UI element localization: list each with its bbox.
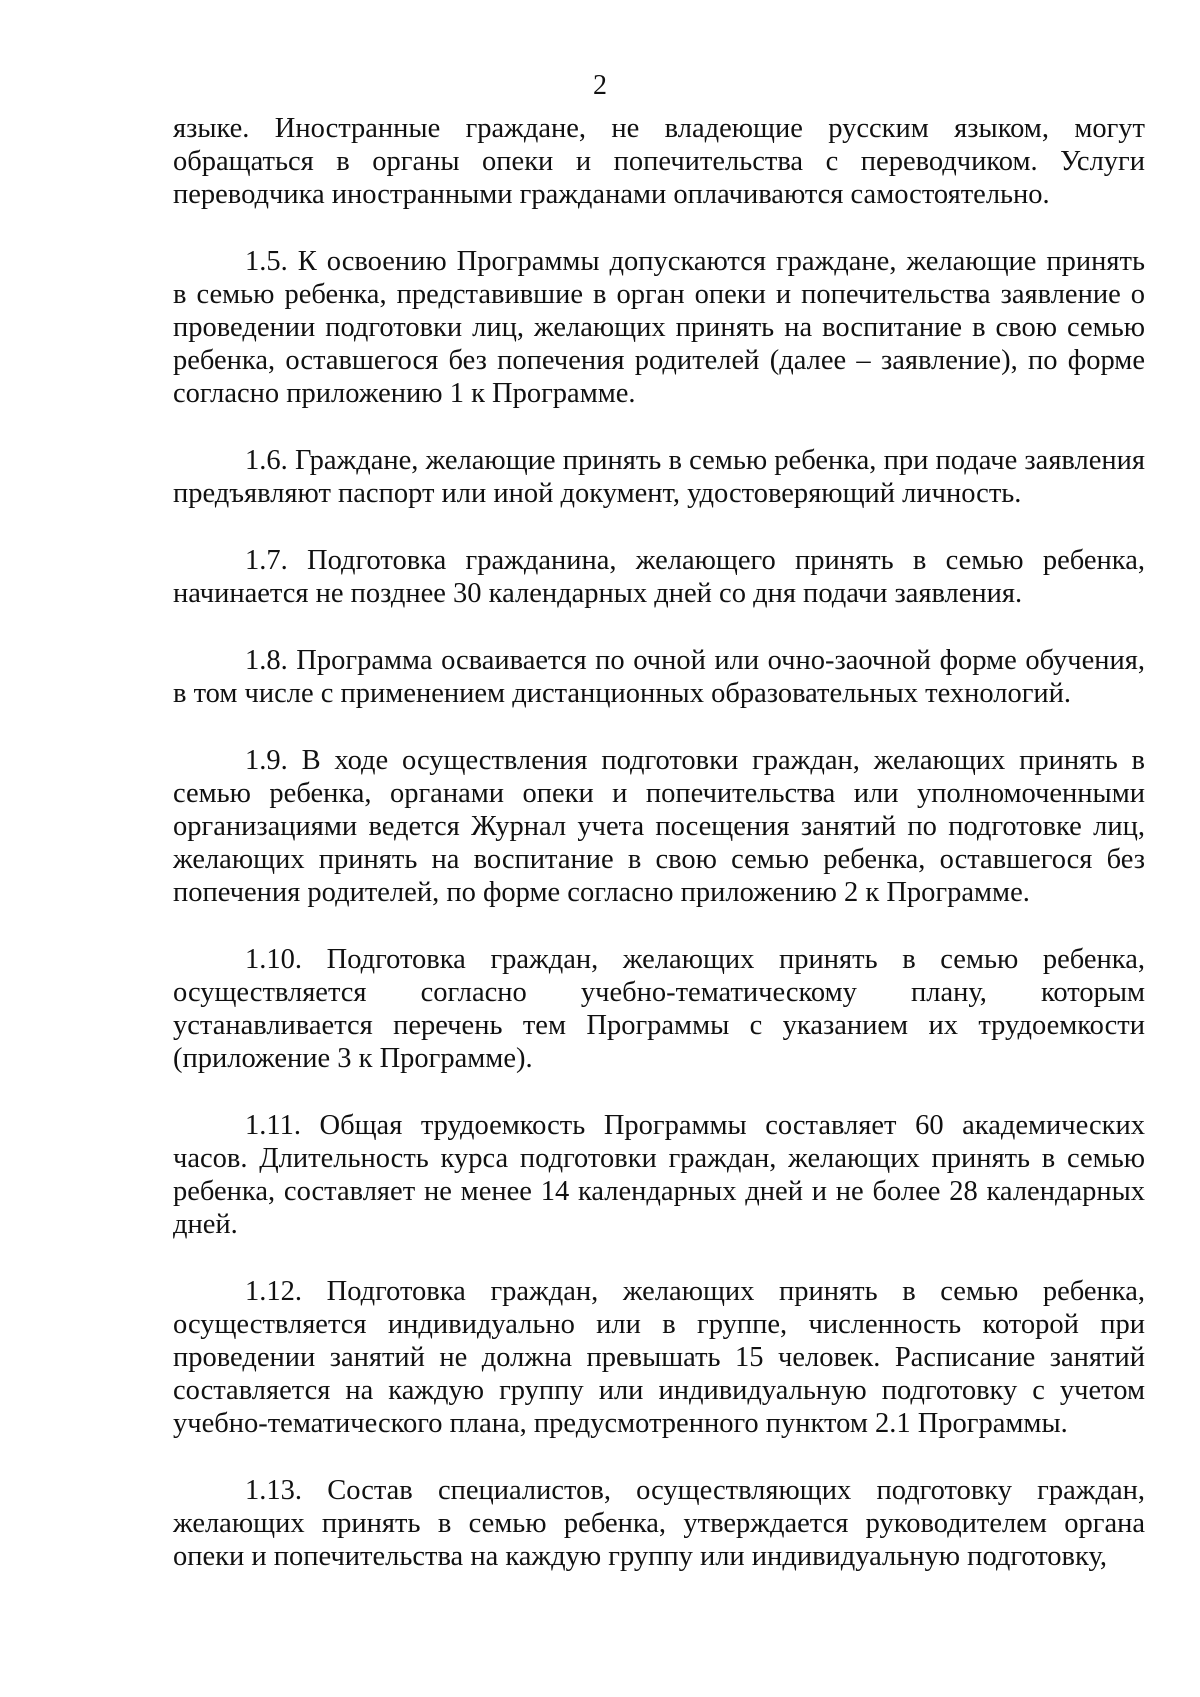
paragraph-1-11: 1.11. Общая трудоемкость Программы составляет 60 академических часов. Длительность курса подготовки граждан, желающих принять в семью ребенка, составляет не менее 14 календарных дней и не более 28 календарных дней.: [173, 1110, 1145, 1240]
paragraph-1-8: 1.8. Программа осваивается по очной или очно-заочной форме обучения, в том числе с применением дистанционных образовательных технологий.: [173, 645, 1145, 709]
paragraph-1-6: 1.6. Граждане, желающие принять в семью ребенка, при подаче заявления предъявляют паспорт или иной документ, удостоверяющий личность.: [173, 445, 1145, 509]
paragraph-continuation: языке. Иностранные граждане, не владеющие русским языком, могут обращаться в органы опеки и попечительства с переводчиком. Услуги переводчика иностранными гражданами оплачиваются самостоятельно.: [173, 113, 1145, 210]
paragraph-1-7: 1.7. Подготовка гражданина, желающего принять в семью ребенка, начинается не позднее 30 календарных дней со дня подачи заявления.: [173, 545, 1145, 609]
paragraph-1-5: 1.5. К освоению Программы допускаются граждане, желающие принять в семью ребенка, представившие в орган опеки и попечительства заявление о проведении подготовки лиц, желающих принять на воспитание в свою семью ребенка, оставшегося без попечения родителей (далее – заявление), по форме согласно приложению 1 к Программе.: [173, 246, 1145, 409]
paragraph-1-10: 1.10. Подготовка граждан, желающих принять в семью ребенка, осуществляется согласно учебно-тематическому плану, которым устанавливается перечень тем Программы с указанием их трудоемкости (приложение 3 к Программе).: [173, 944, 1145, 1074]
paragraph-1-9: 1.9. В ходе осуществления подготовки граждан, желающих принять в семью ребенка, органами опеки и попечительства или уполномоченными организациями ведется Журнал учета посещения занятий по подготовке лиц, желающих принять на воспитание в свою семью ребенка, оставшегося без попечения родителей, по форме согласно приложению 2 к Программе.: [173, 745, 1145, 908]
page-number: 2: [593, 70, 607, 101]
document-body: [173, 112, 1145, 1607]
paragraph-1-12: 1.12. Подготовка граждан, желающих принять в семью ребенка, осуществляется индивидуально или в группе, численность которой при проведении занятий не должна превышать 15 человек. Расписание занятий составляется на каждую группу или индивидуальную подготовку с учетом учебно-тематического плана, предусмотренного пунктом 2.1 Программы.: [173, 1276, 1145, 1439]
paragraph-1-13: 1.13. Состав специалистов, осуществляющих подготовку граждан, желающих принять в семью ребенка, утверждается руководителем органа опеки и попечительства на каждую группу или индивидуальную подготовку,: [173, 1475, 1145, 1572]
